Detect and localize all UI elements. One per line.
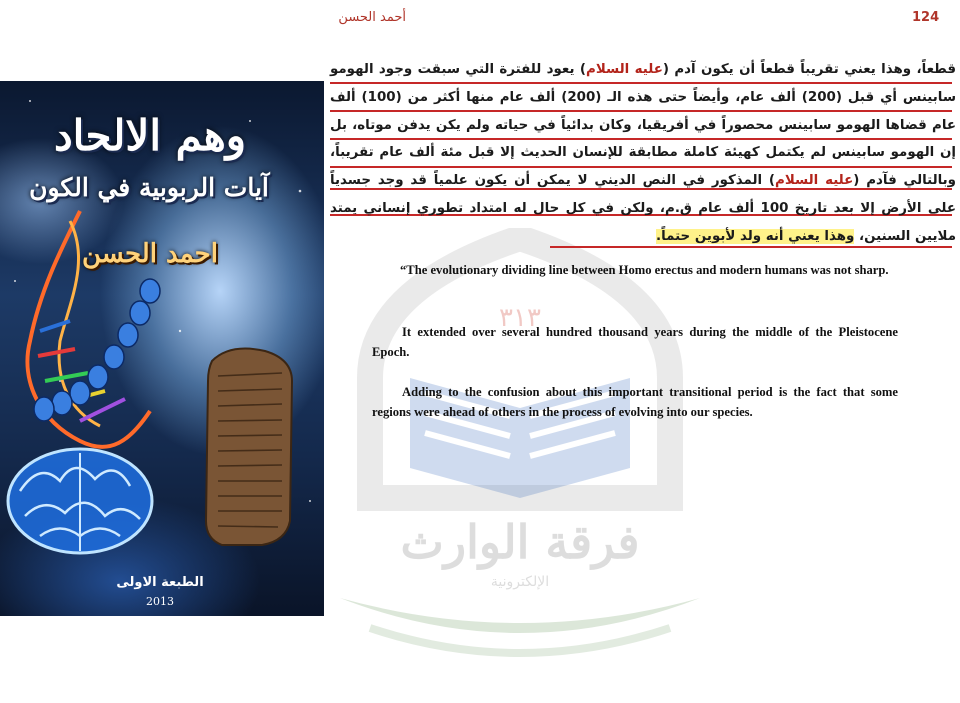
arabic-text: ) يعود للفترة التي سبقت وجود الهومو سابينس أي قبل (200) ألف عام، وأيضاً حتى هذه الـ (200) ألف عام منها أكثر من (100) ألف عام قضاها الهومو سابينس محصوراً في أفريقيا، وكان بدائياً في حياته ولم يكن يدفن موتاه، بل إن الهومو سابينس لم يكتمل كهيئة كاملة مطابقة للإنسان الحديث إلا قبل مئة ألف عام تقريباً، وبالتالي فآدم (: [330, 62, 957, 189]
cover-artwork: [0, 81, 324, 616]
brain-graphic: [8, 449, 152, 553]
arabic-honorific: عليه السلام: [586, 62, 663, 77]
page-number: 124: [912, 10, 940, 25]
cover-author: احمد الحسن: [82, 239, 218, 269]
cover-year: 2013: [146, 595, 174, 608]
cover-title: وهم الالحاد: [53, 111, 247, 160]
arabic-highlight: وهذا يعني أنه ولد لأبوين حتماً.: [656, 228, 855, 244]
header-author: أحمد الحسن: [338, 10, 406, 25]
arabic-honorific: عليه السلام: [775, 173, 854, 189]
clay-tablet-graphic: [206, 349, 292, 545]
watermark-swoosh: [340, 598, 700, 633]
watermark-number: ٣١٣: [499, 303, 541, 333]
english-paragraph: It extended over several hundred thousand years during the middle of the Pleistocene Epoch.: [372, 325, 898, 359]
english-paragraph: “The evolutionary dividing line between Homo erectus and modern humans was not sharp.: [400, 263, 889, 277]
english-paragraph: Adding to the confusion about this important transitional period is the fact that some regions were ahead of others in the process of evolving into our species.: [372, 385, 898, 419]
watermark-subtitle: الإلكترونية: [490, 574, 550, 590]
watermark-logo: [330, 228, 710, 688]
arabic-text: ) المذكور في النص الديني لا يمكن أن يكون علمياً قد وجد جسدياً على الأرض إلا بعد تاريخ 100 ألف عام ق.م، ولكن في كل حال له امتداد تطوري إنساني يمتد ملايين السنين،: [330, 173, 956, 244]
arabic-paragraph: [330, 56, 956, 251]
book-cover-image: [0, 81, 324, 616]
cover-edition: الطبعة الاولى: [116, 575, 204, 590]
arabic-text: قطعاً، وهذا يعني تقريباً قطعاً أن يكون آدم (: [662, 62, 956, 77]
cover-subtitle: آيات الربوبية في الكون: [29, 173, 269, 202]
watermark-name: فرقة الوارث: [400, 515, 640, 569]
